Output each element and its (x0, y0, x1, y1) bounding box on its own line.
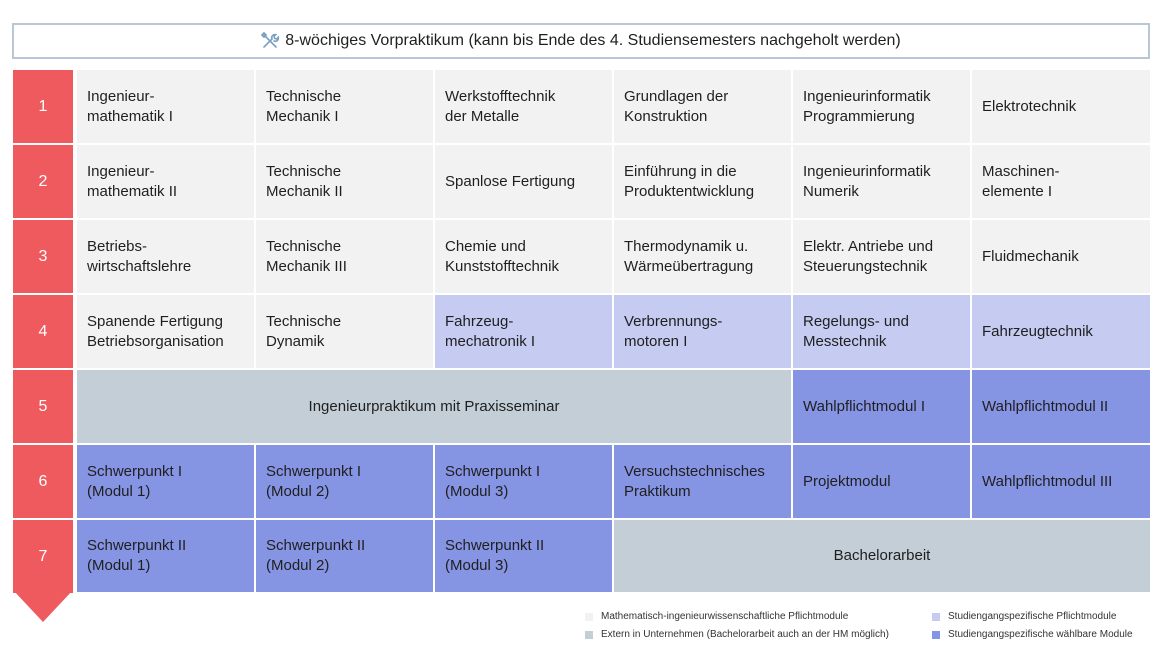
module-technische-mechanik-1: Technische Mechanik I (256, 70, 433, 143)
module-schwerpunkt-2-modul-2: Schwerpunkt II (Modul 2) (256, 520, 433, 592)
module-fahrzeugtechnik: Fahrzeugtechnik (972, 295, 1150, 368)
module-spanende-fertigung: Spanende Fertigung Betriebsorganisation (77, 295, 254, 368)
module-ingenieurpraktikum: Ingenieurpraktikum mit Praxisseminar (77, 370, 791, 443)
legend-label: Studiengangspezifische wählbare Module (948, 629, 1133, 640)
banner-text: 8-wöchiges Vorpraktikum (kann bis Ende des 4. Studiensemesters nachgeholt werden) (285, 32, 901, 49)
module-versuchstechnisches-praktikum: Versuchstechnisches Praktikum (614, 445, 791, 518)
semester-arrow-tip (13, 590, 73, 622)
legend-swatch (932, 631, 940, 639)
internship-banner (12, 23, 1150, 59)
module-ingenieurmathematik-2: Ingenieur- mathematik II (77, 145, 254, 218)
module-thermodynamik: Thermodynamik u. Wärmeübertragung (614, 220, 791, 293)
module-technische-mechanik-3: Technische Mechanik III (256, 220, 433, 293)
module-technische-mechanik-2: Technische Mechanik II (256, 145, 433, 218)
legend-math-core (585, 611, 848, 622)
module-ingenieurinformatik-programmierung: Ingenieurinformatik Programmierung (793, 70, 970, 143)
module-regelungstechnik: Regelungs- und Messtechnik (793, 295, 970, 368)
semester-1: 1 (13, 70, 73, 143)
module-chemie-kunststofftechnik: Chemie und Kunststofftechnik (435, 220, 612, 293)
module-technische-dynamik: Technische Dynamik (256, 295, 433, 368)
module-wahlpflichtmodul-2: Wahlpflichtmodul II (972, 370, 1150, 443)
module-wahlpflichtmodul-3: Wahlpflichtmodul III (972, 445, 1150, 518)
semester-6: 6 (13, 445, 73, 518)
module-elektrotechnik: Elektrotechnik (972, 70, 1150, 143)
semester-4: 4 (13, 295, 73, 368)
module-bachelorarbeit: Bachelorarbeit (614, 520, 1150, 592)
legend-program-elective (932, 629, 1133, 640)
module-ingenieurmathematik-1: Ingenieur- mathematik I (77, 70, 254, 143)
module-produktentwicklung: Einführung in die Produktentwicklung (614, 145, 791, 218)
module-schwerpunkt-2-modul-1: Schwerpunkt II (Modul 1) (77, 520, 254, 592)
legend-label: Extern in Unternehmen (Bachelorarbeit auch an der HM möglich) (601, 629, 889, 640)
module-projektmodul: Projektmodul (793, 445, 970, 518)
legend-label: Studiengangspezifische Pflichtmodule (948, 611, 1117, 622)
module-betriebswirtschaftslehre: Betriebs- wirtschaftslehre (77, 220, 254, 293)
module-werkstofftechnik: Werkstofftechnik der Metalle (435, 70, 612, 143)
legend-label: Mathematisch-ingenieurwissenschaftliche Pflichtmodule (601, 611, 849, 622)
legend-swatch (932, 613, 940, 621)
module-spanlose-fertigung: Spanlose Fertigung (435, 145, 612, 218)
module-fluidmechanik: Fluidmechanik (972, 220, 1150, 293)
tools-icon (261, 32, 279, 50)
module-grundlagen-konstruktion: Grundlagen der Konstruktion (614, 70, 791, 143)
legend-swatch (585, 613, 593, 621)
semester-7: 7 (13, 520, 73, 593)
legend-program-mandatory (932, 611, 1116, 622)
module-wahlpflichtmodul-1: Wahlpflichtmodul I (793, 370, 970, 443)
module-fahrzeugmechatronik-1: Fahrzeug- mechatronik I (435, 295, 612, 368)
module-grid (77, 70, 1150, 592)
module-ingenieurinformatik-numerik: Ingenieurinformatik Numerik (793, 145, 970, 218)
legend-swatch (585, 631, 593, 639)
semester-3: 3 (13, 220, 73, 293)
module-schwerpunkt-1-modul-2: Schwerpunkt I (Modul 2) (256, 445, 433, 518)
semester-5: 5 (13, 370, 73, 443)
module-schwerpunkt-1-modul-1: Schwerpunkt I (Modul 1) (77, 445, 254, 518)
legend-external (585, 629, 889, 640)
module-schwerpunkt-1-modul-3: Schwerpunkt I (Modul 3) (435, 445, 612, 518)
module-verbrennungsmotoren-1: Verbrennungs- motoren I (614, 295, 791, 368)
semester-2: 2 (13, 145, 73, 218)
module-schwerpunkt-2-modul-3: Schwerpunkt II (Modul 3) (435, 520, 612, 592)
module-maschinenelemente-1: Maschinen- elemente I (972, 145, 1150, 218)
module-elektr-antriebe: Elektr. Antriebe und Steuerungstechnik (793, 220, 970, 293)
